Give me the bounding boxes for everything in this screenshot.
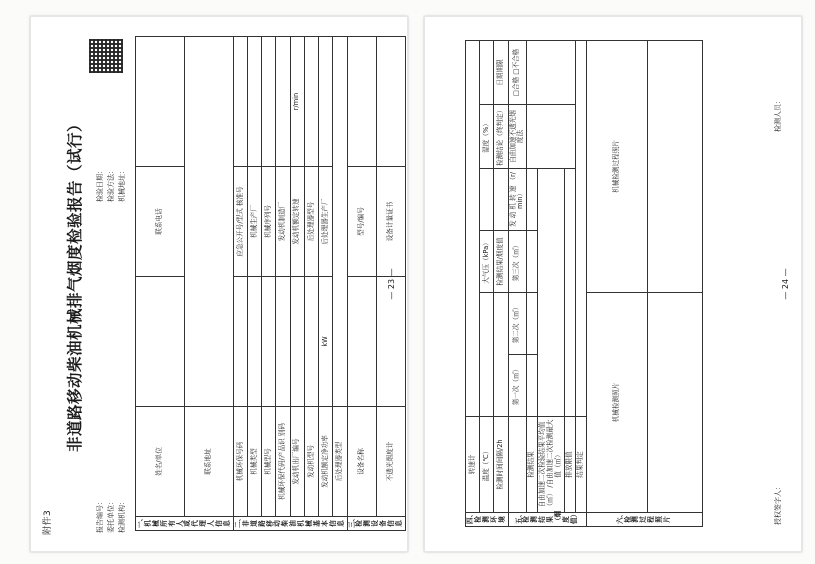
method-header: 自由加速不透光烟 度法: [508, 105, 527, 169]
table-row: [527, 40, 538, 526]
section-4-label: 四、检测环境: [466, 513, 509, 527]
result-col-3-header: 第三次（㎡）: [508, 231, 527, 293]
result-smoke-label: 检测结果/烟度值: [494, 231, 508, 293]
table-row: [319, 37, 333, 531]
section-5-label: 五、检测结果（烟度值）: [508, 513, 586, 527]
device-model-number-label: 型号/编号: [347, 167, 376, 277]
contact-address-value[interactable]: [184, 37, 233, 407]
humidity-label: 湿度（%）: [480, 105, 494, 169]
aftertreatment-type-label: 后处理器类型: [333, 407, 347, 517]
table-row: [508, 40, 527, 526]
header-right-fields: [95, 167, 128, 202]
method-cell: [527, 105, 576, 169]
machine-model-value[interactable]: [262, 277, 276, 407]
section-3-label: 三、检测设备信息: [347, 517, 405, 531]
aftertreatment-model-label: 后处理器型号: [304, 167, 318, 277]
device-name-value[interactable]: [347, 277, 376, 407]
process-photo-label: 机械检测过程照片: [586, 40, 647, 292]
interval-value[interactable]: [494, 293, 508, 417]
test-result-label: 检测结果: [527, 417, 538, 513]
table-row: [304, 37, 318, 531]
engine-model-value[interactable]: [304, 277, 318, 407]
machine-type-label: 机械类型: [248, 407, 262, 517]
testing-org-label: 检测机构：: [117, 498, 126, 533]
humidity-value[interactable]: [480, 40, 494, 104]
aftertreatment-type-value[interactable]: [333, 37, 347, 407]
document-page-24: [424, 16, 802, 552]
page-number-23: — 23 —: [387, 268, 396, 300]
inspector-label: 检测人员：: [774, 97, 783, 132]
inspection-date-label: 检验日期：: [96, 167, 104, 202]
page-number-24: — 24 —: [781, 268, 790, 300]
table-row: [136, 37, 185, 531]
machine-code-label: 机械环保代码/产品识 别码: [276, 407, 290, 517]
document-page-23: [30, 16, 408, 552]
test-result-c1[interactable]: [527, 355, 538, 417]
pass-fail-checkbox[interactable]: □合格 □不合格: [508, 40, 527, 104]
average-max-value[interactable]: [538, 169, 565, 417]
table-row: [494, 40, 508, 526]
device-certificate-label: 设备计量证书: [376, 167, 405, 277]
engine-speed-header: 发 动 机 转 速 （r/min）: [508, 169, 527, 231]
aftertreatment-manufacturer-label: 后处理器生产厂: [319, 167, 333, 277]
test-result-c2[interactable]: [527, 293, 538, 355]
contact-phone-value[interactable]: [136, 37, 185, 167]
device-name-label: 设备名称: [347, 407, 376, 517]
owner-name-label: 姓名/单位: [136, 407, 185, 517]
authorized-signatory-label: 授权签字人：: [774, 483, 783, 525]
machine-address-label: 机械地址：: [117, 167, 126, 202]
header-left-fields: [95, 498, 128, 533]
results-header-blank: [508, 417, 527, 513]
table-row: [290, 37, 304, 531]
emission-limit-label: 排放限值: [564, 417, 575, 513]
result-col-2-header: 第二次（㎡）: [508, 293, 527, 355]
engine-model-label: 发动机型号: [304, 407, 318, 517]
result-judgement-cell[interactable]: [527, 40, 576, 104]
device-model-number-value[interactable]: [347, 37, 376, 167]
qr-code-icon: [89, 39, 123, 73]
aftertreatment-model-value[interactable]: [304, 37, 318, 167]
table-row: [276, 37, 290, 531]
machine-photo-label: 机械检测照片: [586, 293, 647, 513]
table-row: [586, 40, 647, 526]
machine-env-number-value[interactable]: [233, 277, 247, 407]
attachment-number: 附件3: [43, 509, 53, 535]
table-row: [233, 37, 247, 531]
test-result-c4[interactable]: [527, 169, 538, 231]
page-title: 非道路移动柴油机械排气烟度检验报告（试行）: [65, 116, 84, 453]
table-row: [575, 40, 586, 526]
average-max-label: 自由加速二次检验结果平均值（㎡） /自由加速二次检测最大值（㎡）: [538, 417, 565, 513]
engine-serial-label: 发动机出厂编号: [290, 407, 304, 517]
section-2-label: 二、非道路移动柴油机械基本信息: [233, 517, 347, 531]
owner-name-value[interactable]: [136, 277, 185, 407]
pressure-label: 大气压（kPa）: [480, 231, 494, 293]
tachometer-label: 转速计: [466, 417, 480, 513]
section-6-label: 六、检测过程照片: [586, 513, 702, 527]
type-approval-number-label: 应急公开号/型式 核准号: [233, 167, 247, 277]
emission-limit-value[interactable]: [564, 169, 575, 417]
final-judgement-value[interactable]: [575, 40, 586, 416]
table-row: [480, 40, 494, 526]
engine-rated-power-label: 发动机额定净功率: [319, 407, 333, 517]
machine-info-table: [135, 36, 406, 531]
table-row: [647, 40, 702, 526]
engine-rated-speed-label: 发动机额定转速: [290, 167, 304, 277]
machine-code-value[interactable]: [276, 277, 290, 407]
table-row: [262, 37, 276, 531]
tachometer-value[interactable]: [466, 40, 480, 416]
final-judgement-label: 结果判定: [575, 417, 586, 513]
result-smoke-value[interactable]: [494, 169, 508, 231]
validity-label: 日期期限: [494, 40, 508, 104]
result-col-1-header: 第一次（㎡）: [508, 355, 527, 417]
type-approval-number-value[interactable]: [233, 37, 247, 167]
engine-rated-speed-value[interactable]: r/min: [290, 37, 304, 167]
machine-manufacturer-label: 机械生产厂: [248, 167, 262, 277]
interval-label: 检测时间间隔/2h: [494, 417, 508, 513]
table-row: [347, 37, 376, 531]
engine-manufacturer-value[interactable]: [276, 37, 290, 167]
machine-manufacturer-value[interactable]: [248, 37, 262, 167]
aftertreatment-manufacturer-value[interactable]: [319, 37, 333, 167]
test-environment-and-results-table: [465, 40, 703, 527]
engine-serial-value[interactable]: [290, 277, 304, 407]
machine-model-label: 机械型号: [262, 407, 276, 517]
inspection-method-label: 检验方法：: [106, 167, 115, 202]
engine-manufacturer-label: 发动机制造厂: [276, 167, 290, 277]
machine-serial-value[interactable]: [262, 37, 276, 167]
test-result-c3[interactable]: [527, 231, 538, 293]
report-number-label: 报告编号：: [96, 498, 104, 533]
machine-type-value[interactable]: [248, 277, 262, 407]
pressure-value[interactable]: [480, 169, 494, 231]
section-1-label: 一、机械所有人或代理人信息: [136, 517, 234, 531]
table-row: [184, 37, 233, 531]
engine-rated-power-value[interactable]: kW: [319, 277, 333, 407]
table-row: [466, 40, 480, 526]
contact-phone-label: 联系电话: [136, 167, 185, 277]
table-row: [248, 37, 262, 531]
process-photo-slot[interactable]: [647, 40, 702, 292]
machine-serial-label: 机械序列号: [262, 167, 276, 277]
client-unit-label: 委托单位：: [106, 498, 115, 533]
conclusion-label: 检测结论（终判定）: [494, 105, 508, 169]
temperature-label: 温度（℃）: [480, 417, 494, 513]
machine-env-number-label: 机械环保号码: [233, 407, 247, 517]
temperature-value[interactable]: [480, 293, 494, 417]
page-24-rotated-content: [425, 17, 801, 551]
table-row: [333, 37, 347, 531]
opacimeter-label: 不透光烟度计: [376, 407, 405, 517]
machine-photo-slot[interactable]: [647, 293, 702, 513]
page-23-rotated-content: [31, 17, 407, 551]
contact-address-label: 联系地址: [184, 407, 233, 517]
